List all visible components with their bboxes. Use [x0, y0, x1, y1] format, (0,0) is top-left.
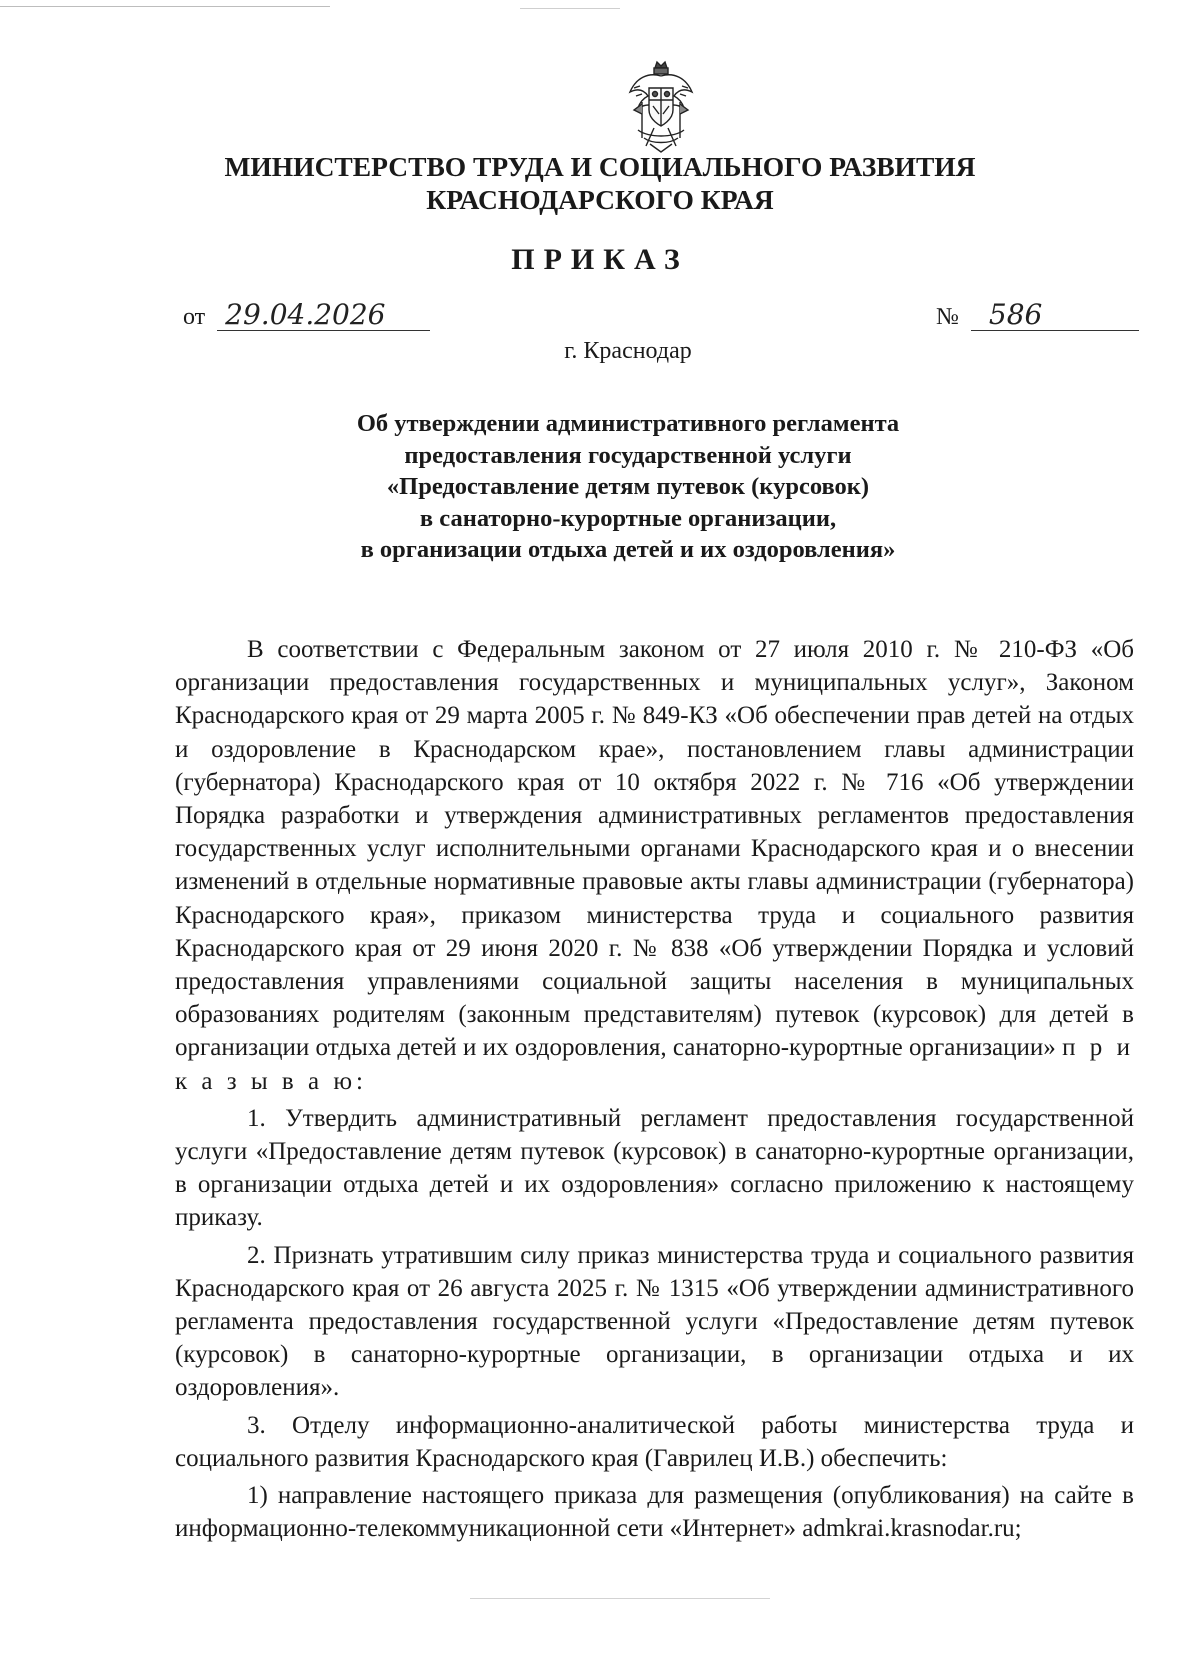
document-title [0, 408, 1200, 566]
title-line: Об утверждении административного регламента [356, 410, 900, 437]
number-prefix: № [936, 304, 959, 330]
scan-artifact-line [520, 8, 620, 9]
title-line: предоставления государственной услуги [404, 441, 852, 469]
document-type: ПРИКАЗ [511, 243, 689, 276]
scan-artifact-line [470, 1598, 770, 1599]
ministry-line-2: КРАСНОДАРСКОГО КРАЯ [426, 184, 774, 215]
date-prefix: от [183, 304, 206, 330]
ministry-line-1: МИНИСТЕРСТВО ТРУДА И СОЦИАЛЬНОГО РАЗВИТИЯ [224, 151, 976, 182]
title-line: в санаторно-курортные организации, [419, 504, 837, 532]
item-2: 2. Признать утратившим силу приказ министерства труда и социального развития Краснодарского края от 26 августа 2025 г. № 1315 «Об утверждении административного регламента предоставления государственной услуги «Предоставление детям путевок (курсовок) в санаторно-курортные организации, в организации отдыха и их оздоровления». [175, 1241, 1134, 1402]
item-3: 3. Отделу информационно-аналитической работы министерства труда и социального развития Краснодарского края (Гаврилец И.В.) обеспечить: [175, 1411, 1134, 1472]
city: г. Краснодар [564, 338, 692, 364]
title-line: в организации отдыха детей и их оздоровления» [360, 536, 896, 563]
scan-artifact-line [0, 6, 330, 7]
coat-of-arms-icon [624, 58, 698, 154]
ministry-header [0, 150, 1200, 216]
preamble-text: В соответствии с Федеральным законом от 27 июля 2010 г. № 210-ФЗ «Об организации предоставления государственных и муниципальных услуг», Законом Краснодарского края от 29 марта 2005 г. № 849-КЗ «Об обеспечении прав детей на отдых и оздоровление в Краснодарском крае», постановлением главы администрации (губернатора) Краснодарского края от 10 октября 2022 г. № 716 «Об утверждении Порядка разработки и утверждения административных регламентов предоставления государственных услуг исполнительными органами Краснодарского края и о внесении изменений в отдельные нормативные правовые акты главы администрации (губернатора) Краснодарского края», приказом министерства труда и социального развития Краснодарского края от 29 июня 2020 г. № 838 «Об утверждении Порядка и условий предоставления управлениями социальной защиты населения в муниципальных образованиях родителям (законным представителям) путевок (курсовок) для детей в организации отдыха детей и их оздоровления, санаторно-курортные организации» [175, 636, 1134, 1062]
document-body [175, 633, 1134, 1549]
preamble-paragraph [175, 633, 1134, 1098]
title-line: «Предоставление детям путевок (курсовок) [386, 473, 870, 500]
number-block [936, 300, 1139, 331]
item-3-1: 1) направление настоящего приказа для размещения (опубликования) на сайте в информационно-телекоммуникационной сети «Интернет» admkrai.krasnodar.ru; [175, 1482, 1134, 1543]
number-handwritten: 586 [971, 300, 1139, 331]
date-block [183, 300, 430, 331]
order-word: п р и к а з ы в а ю: [175, 1034, 1134, 1095]
item-1: 1. Утвердить административный регламент предоставления государственной услуги «Предоставление детям путевок (курсовок) в санаторно-курортные организации, в организации отдыха детей и их оздоровления» согласно приложению к настоящему приказу. [175, 1104, 1134, 1232]
date-handwritten: 29.04.2026 [217, 300, 430, 331]
